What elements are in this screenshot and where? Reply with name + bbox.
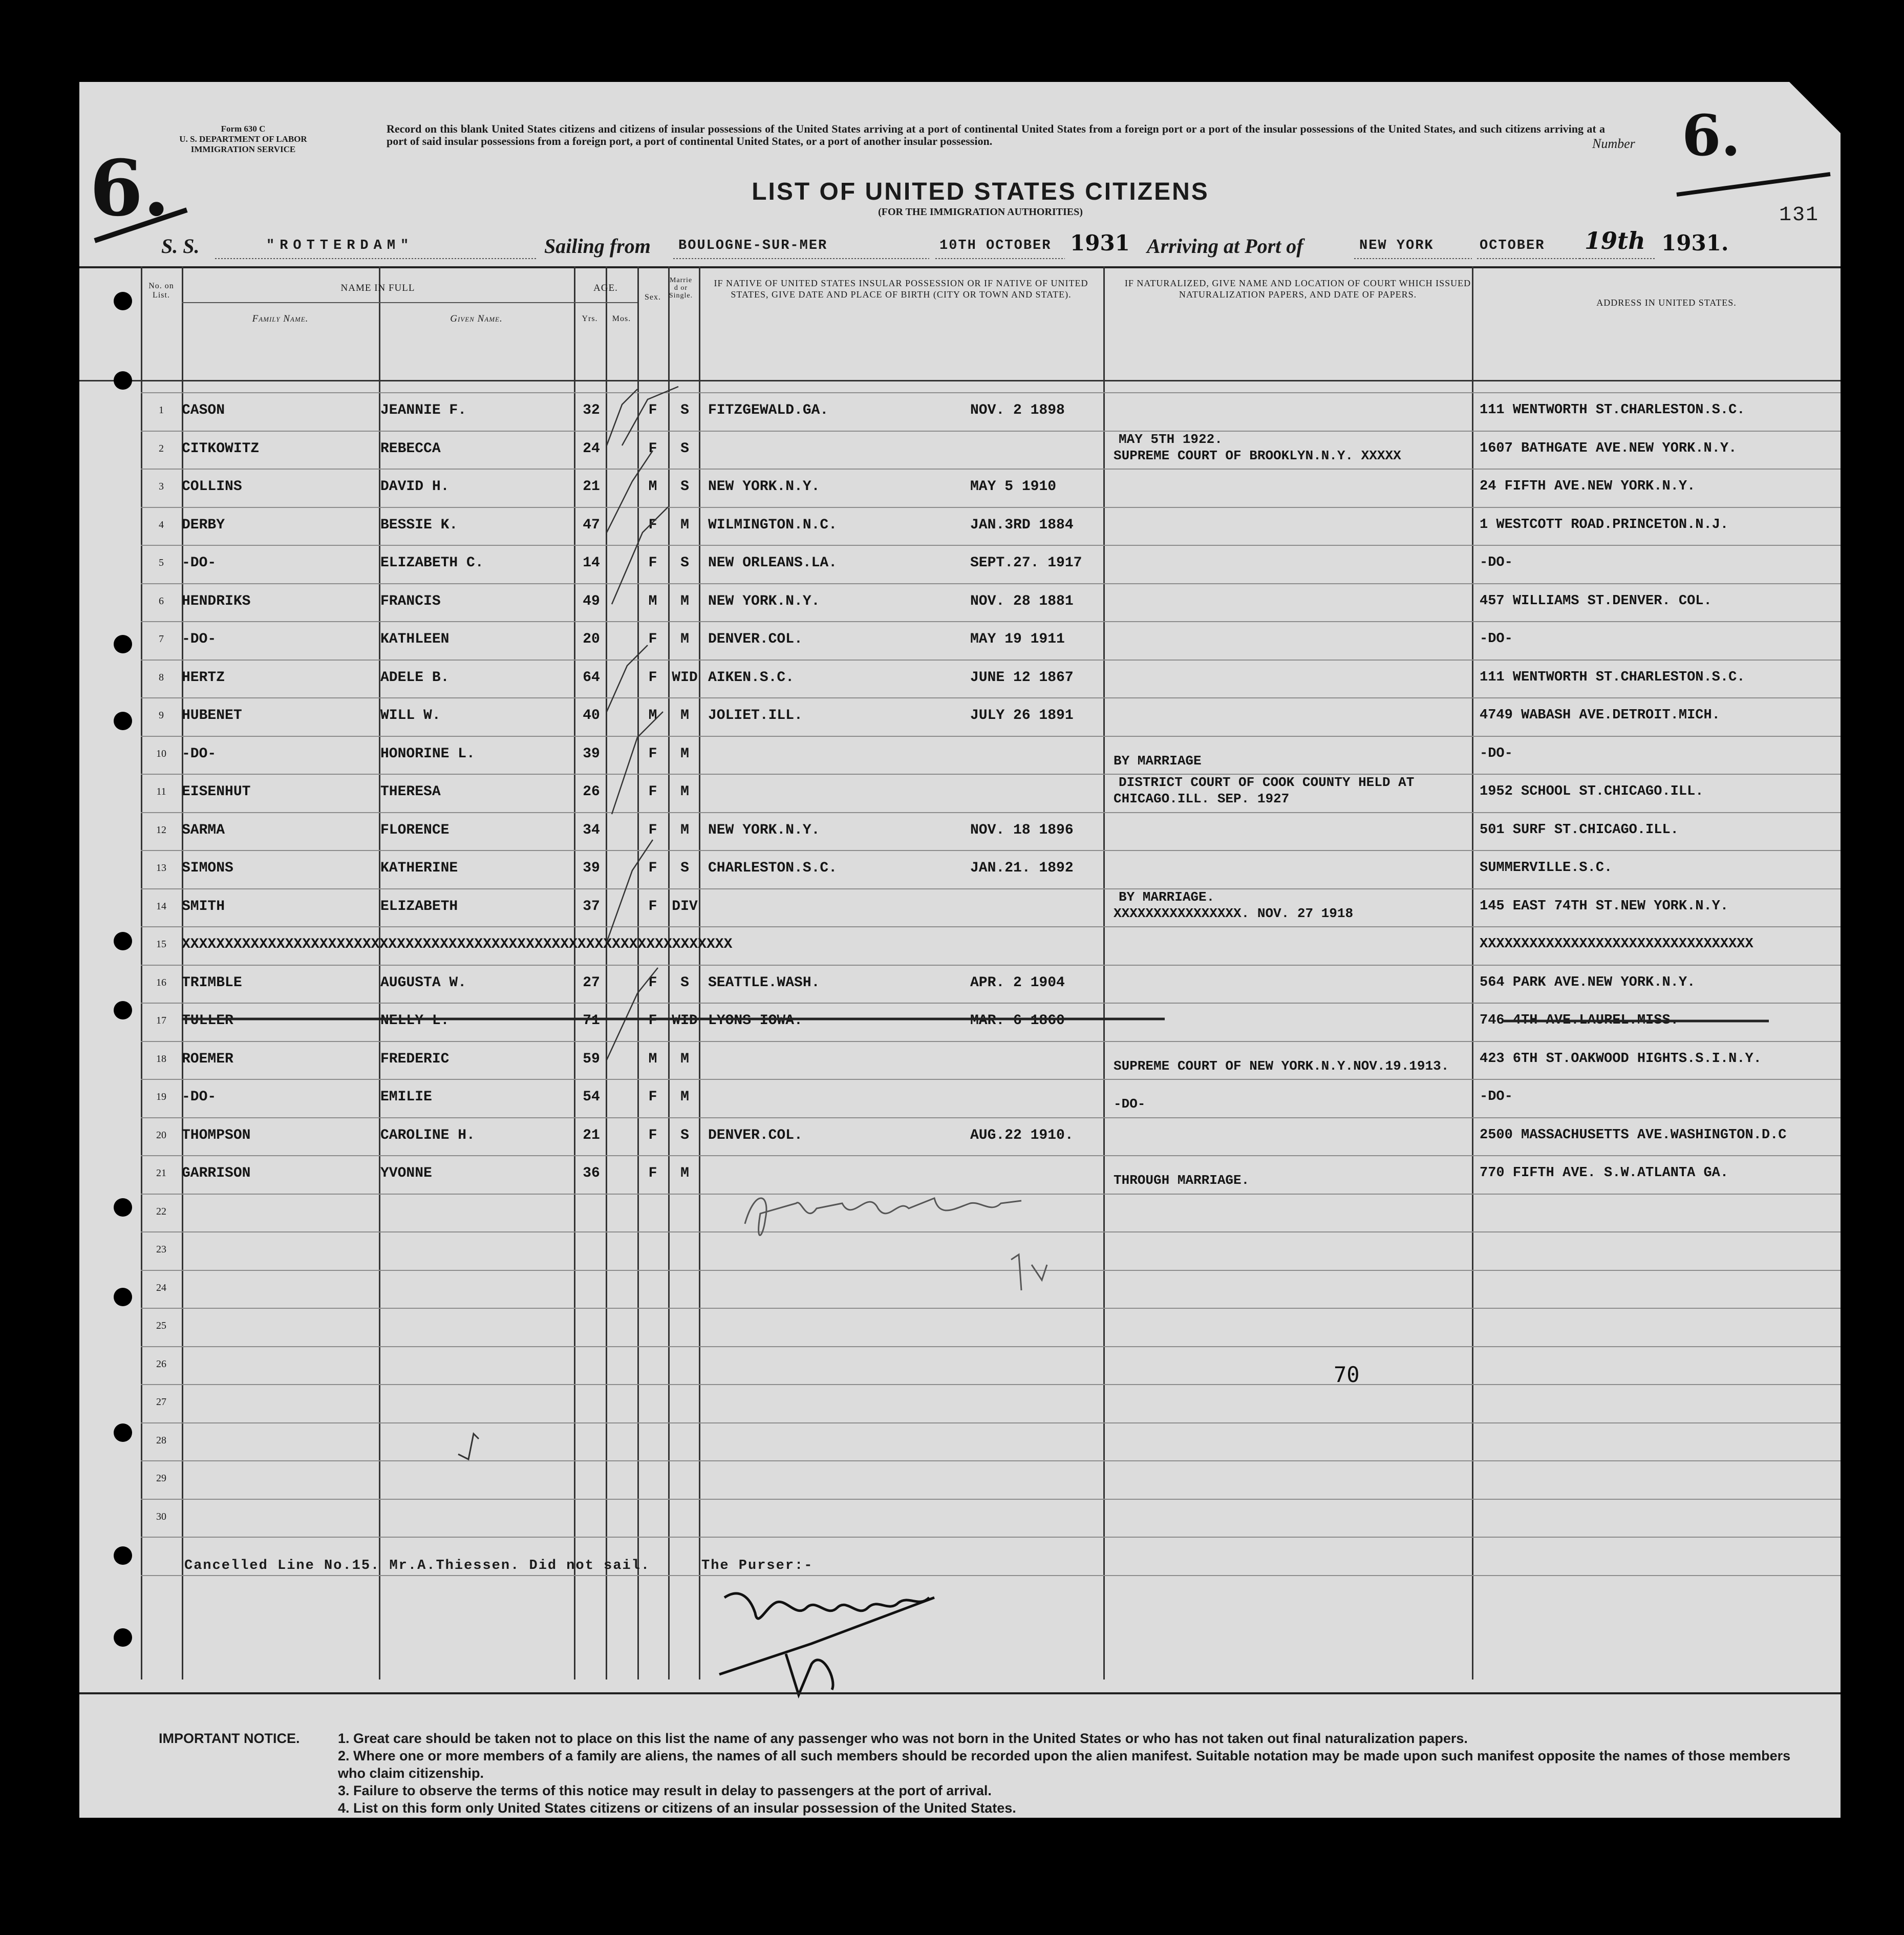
punch-hole <box>114 1546 132 1565</box>
row-number: 27 <box>156 1396 166 1408</box>
cell-place: DENVER.COL. <box>708 1127 803 1143</box>
cell-age: 20 <box>583 631 600 647</box>
cell-addr: 423 6TH ST.OAKWOOD HIGHTS.S.I.N.Y. <box>1480 1051 1762 1067</box>
cell-given: DAVID H. <box>380 479 450 495</box>
row-number: 6 <box>159 595 164 607</box>
cell-addr: 24 FIFTH AVE.NEW YORK.N.Y. <box>1480 479 1696 494</box>
page-title: LIST OF UNITED STATES CITIZENS <box>752 178 1209 205</box>
cell-family: -DO- <box>182 555 217 571</box>
cell-ms: S <box>680 1127 689 1143</box>
cell-addr: -DO- <box>1480 1089 1513 1104</box>
cell-nat2: -DO- <box>1114 1096 1146 1112</box>
cell-date: MAY 5 1910 <box>970 479 1057 495</box>
cell-given: KATHERINE <box>380 860 458 876</box>
punch-hole <box>114 371 132 390</box>
cell-age: 71 <box>583 1013 600 1029</box>
cell-ms: S <box>680 555 689 571</box>
cell-ms: M <box>680 593 689 609</box>
cell-given: REBECCA <box>380 440 441 457</box>
row-number: 16 <box>156 976 166 988</box>
cell-nat2: THROUGH MARRIAGE. <box>1114 1173 1250 1188</box>
punch-hole <box>114 1288 132 1306</box>
cell-family: SARMA <box>182 822 225 838</box>
header-family-name: Family Name. <box>252 313 309 324</box>
cell-age: 36 <box>583 1165 600 1181</box>
cell-family: CITKOWITZ <box>182 440 260 457</box>
cell-addr: 111 WENTWORTH ST.CHARLESTON.S.C. <box>1480 402 1745 418</box>
service-name: IMMIGRATION SERVICE <box>190 144 296 154</box>
cell-date: NOV. 2 1898 <box>970 402 1065 418</box>
cell-family: -DO- <box>182 746 217 762</box>
notice-item: 3. Failure to observe the terms of this notice may result in delay to passengers at the port of arrival. <box>338 1783 992 1798</box>
cell-age: 14 <box>583 555 600 571</box>
header-given-name: Given Name. <box>450 313 503 324</box>
cell-place: NEW ORLEANS.LA. <box>708 555 838 571</box>
cell-addr: 770 FIFTH AVE. S.W.ATLANTA GA. <box>1480 1165 1729 1181</box>
corner-list-number: 6. <box>90 143 170 233</box>
inspector-signature-mark <box>735 1178 1154 1342</box>
cell-addr: XXXXXXXXXXXXXXXXXXXXXXXXXXXXXXXXX <box>1480 937 1753 952</box>
row-number: 17 <box>156 1015 166 1026</box>
cell-age: 27 <box>583 974 600 991</box>
cell-ms: M <box>680 631 689 647</box>
cell-place: NEW YORK.N.Y. <box>708 479 820 495</box>
cell-given: ELIZABETH <box>380 898 458 915</box>
cell-date: AUG.22 1910. <box>970 1127 1074 1143</box>
header-married-single: Married or Single. <box>669 277 693 300</box>
cell-given: FLORENCE <box>380 822 450 838</box>
cell-addr: 746 4TH AVE.LAUREL.MISS. <box>1480 1013 1679 1028</box>
cell-sex: F <box>648 898 657 915</box>
notice-items <box>338 1730 1797 1817</box>
cell-sex: F <box>648 1127 657 1143</box>
cell-date: JAN.3RD 1884 <box>970 517 1074 533</box>
header-name-in-full: NAME IN FULL <box>340 283 415 293</box>
row-number: 25 <box>156 1320 166 1331</box>
cell-sex: F <box>648 517 657 533</box>
cell-sex: F <box>648 784 657 800</box>
header-birth: IF NATIVE OF UNITED STATES INSULAR POSSESSION OR IF NATIVE OF UNITED STATES, GIVE DATE AND PLACE OF BIRTH (CITY OR TOWN AND STATE). <box>714 278 1088 300</box>
sailing-port: BOULOGNE-SUR-MER <box>678 238 828 253</box>
cell-family: DERBY <box>182 517 225 533</box>
cell-family: CASON <box>182 402 225 418</box>
row-number: 2 <box>159 442 164 454</box>
cancellation-note: Cancelled Line No.15. Mr.A.Thiessen. Did not sail. <box>184 1558 651 1573</box>
cell-sex: M <box>648 479 657 495</box>
cell-addr: 1607 BATHGATE AVE.NEW YORK.N.Y. <box>1480 440 1737 456</box>
sailing-line-rules <box>79 82 1841 287</box>
cell-place: WILMINGTON.N.C. <box>708 517 838 533</box>
arrival-port: NEW YORK <box>1359 238 1434 253</box>
row-number: 11 <box>156 786 166 797</box>
cell-given: NELLY L. <box>380 1013 450 1029</box>
cell-given: THERESA <box>380 784 441 800</box>
purser-signature <box>709 1567 1067 1710</box>
cell-sex: F <box>648 669 657 686</box>
ss-label: S. S. <box>161 235 200 258</box>
cell-sex: F <box>648 1165 657 1181</box>
row-number: 30 <box>156 1511 166 1522</box>
row-number: 10 <box>156 748 166 759</box>
cell-place: AIKEN.S.C. <box>708 669 795 686</box>
corner-fold <box>1789 82 1841 133</box>
cell-ms: M <box>680 1089 689 1105</box>
cell-date: NOV. 28 1881 <box>970 593 1074 609</box>
cell-given: ADELE B. <box>380 669 450 686</box>
cell-age: 47 <box>583 517 600 533</box>
row-number: 29 <box>156 1473 166 1484</box>
row-number: 20 <box>156 1129 166 1141</box>
form-number: Form 630 C <box>221 124 266 134</box>
cell-family: -DO- <box>182 631 217 647</box>
cell-family: THOMPSON <box>182 1127 251 1143</box>
header-age: AGE. <box>593 283 618 293</box>
cell-family: TRIMBLE <box>182 974 242 991</box>
cell-nat2: SUPREME COURT OF NEW YORK.N.Y.NOV.19.1913. <box>1114 1058 1449 1074</box>
cell-age: 54 <box>583 1089 600 1105</box>
cell-addr: 1 WESTCOTT ROAD.PRINCETON.N.J. <box>1480 517 1729 533</box>
cell-age: 59 <box>583 1051 600 1067</box>
cell-date: SEPT.27. 1917 <box>970 555 1082 571</box>
ship-name: "ROTTERDAM" <box>266 238 414 253</box>
cell-addr: 145 EAST 74TH ST.NEW YORK.N.Y. <box>1480 898 1729 914</box>
row-number: 19 <box>156 1091 166 1102</box>
cell-sex: M <box>648 1051 657 1067</box>
cell-ms: M <box>680 708 689 724</box>
row-number: 7 <box>159 633 164 645</box>
cell-ms: S <box>680 440 689 457</box>
cell-addr: 111 WENTWORTH ST.CHARLESTON.S.C. <box>1480 669 1745 685</box>
row-number: 4 <box>159 519 164 530</box>
arrival-year: 1931. <box>1661 230 1729 256</box>
cell-sex: M <box>648 593 657 609</box>
row-number: 8 <box>159 671 164 683</box>
notice-lead: IMPORTANT NOTICE. <box>159 1731 300 1746</box>
punch-hole <box>114 1423 132 1442</box>
cell-family: HUBENET <box>182 708 242 724</box>
cell-place: FITZGEWALD.GA. <box>708 402 829 418</box>
cell-sex: F <box>648 860 657 876</box>
row-number: 21 <box>156 1167 166 1179</box>
cell-place: JOLIET.ILL. <box>708 708 803 724</box>
punch-hole <box>114 932 132 950</box>
cell-ms: M <box>680 822 689 838</box>
page-subtitle: (FOR THE IMMIGRATION AUTHORITIES) <box>878 206 1083 218</box>
cell-sex: F <box>648 555 657 571</box>
row-number: 23 <box>156 1244 166 1255</box>
cell-sex: F <box>648 822 657 838</box>
row-number: 18 <box>156 1053 166 1065</box>
cell-ms: M <box>680 517 689 533</box>
form-instructions: Record on this blank United States citizens and citizens of insular possessions of the United States arriving at a port of continental United States from a foreign port or a port of the insular possessions of the United States, and such citizens arriving at a port of said insular possessions from a foreign port, a port of continental United States, or a port of another insular possession. <box>387 122 1605 147</box>
row-number: 3 <box>159 481 164 492</box>
footer-rule <box>79 1692 1841 1694</box>
cell-age: 21 <box>583 1127 600 1143</box>
cell-date: JUNE 12 1867 <box>970 669 1074 686</box>
header-no: No. on List. <box>148 282 174 300</box>
row-number: 24 <box>156 1282 166 1293</box>
header-months: Mos. <box>612 314 631 323</box>
page-number: 131 <box>1779 204 1820 227</box>
cell-addr: 501 SURF ST.CHICAGO.ILL. <box>1480 822 1679 838</box>
punch-hole <box>114 1001 132 1019</box>
cell-nat1: MAY 5TH 1922. <box>1119 431 1223 447</box>
row-number: 26 <box>156 1358 166 1370</box>
cell-nat2: XXXXXXXXXXXXXXXX. NOV. 27 1918 <box>1114 905 1354 921</box>
cell-nat1: BY MARRIAGE. <box>1119 889 1215 905</box>
cell-sex: F <box>648 1013 657 1029</box>
cell-given: KATHLEEN <box>380 631 450 647</box>
cell-sex: F <box>648 440 657 457</box>
row-number: 1 <box>159 405 164 416</box>
cell-ms: S <box>680 402 689 418</box>
cell-place: DENVER.COL. <box>708 631 803 647</box>
cell-family: SMITH <box>182 898 225 915</box>
stray-tick-mark <box>448 1423 489 1470</box>
cell-place: NEW YORK.N.Y. <box>708 593 820 609</box>
punch-hole <box>114 635 132 653</box>
cell-sex: M <box>648 708 657 724</box>
row-number: 15 <box>156 939 166 950</box>
cell-family: HENDRIKS <box>182 593 251 609</box>
cell-addr: 4749 WABASH AVE.DETROIT.MICH. <box>1480 708 1720 723</box>
row-number: 5 <box>159 557 164 568</box>
cell-given: BESSIE K. <box>380 517 458 533</box>
cell-addr: 457 WILLIAMS ST.DENVER. COL. <box>1480 593 1712 609</box>
notice-item: 1. Great care should be taken not to place on this list the name of any passenger who was not born in the United States or who has not taken out final naturalization papers. <box>338 1731 1468 1746</box>
row-number: 9 <box>159 710 164 721</box>
cell-given: JEANNIE F. <box>380 402 467 418</box>
cell-sex: F <box>648 1089 657 1105</box>
cell-family: COLLINS <box>182 479 242 495</box>
cell-ms: M <box>680 1165 689 1181</box>
cell-date: MAY 19 1911 <box>970 631 1065 647</box>
manifest-sheet <box>79 82 1841 1818</box>
cell-ms: S <box>680 860 689 876</box>
cell-sex: F <box>648 402 657 418</box>
cell-date: JAN.21. 1892 <box>970 860 1074 876</box>
cell-given: FRANCIS <box>380 593 441 609</box>
notice-item: 4. List on this form only United States citizens or citizens of an insular possession of the United States. <box>338 1800 1016 1816</box>
cell-given: EMILIE <box>380 1089 432 1105</box>
cell-ms: M <box>680 746 689 762</box>
row-number: 12 <box>156 824 166 836</box>
punch-hole <box>114 1198 132 1217</box>
cell-family: -DO- <box>182 1089 217 1105</box>
header-address: ADDRESS IN UNITED STATES. <box>1596 297 1737 308</box>
row-number: 22 <box>156 1205 166 1217</box>
stray-mark: 70 <box>1334 1362 1360 1387</box>
cell-nat2: BY MARRIAGE <box>1114 753 1202 769</box>
number-label: Number <box>1592 136 1635 151</box>
cell-addr: 2500 MASSACHUSETTS AVE.WASHINGTON.D.C <box>1480 1127 1787 1143</box>
cell-date: NOV. 18 1896 <box>970 822 1074 838</box>
cell-given: ELIZABETH C. <box>380 555 484 571</box>
cell-age: 39 <box>583 860 600 876</box>
cell-given: WILL W. <box>380 708 441 724</box>
row-number: 14 <box>156 900 166 912</box>
cell-family: XXXXXXXXXXXXXXXXXXXXXXXXXXXXXXXXXXXXXXXXXXXXXXXXXXXXXXXXXXXXXXXX <box>182 937 733 952</box>
cell-age: 39 <box>583 746 600 762</box>
cell-nat1: DISTRICT COURT OF COOK COUNTY HELD AT <box>1119 775 1415 790</box>
cell-given: FREDERIC <box>380 1051 450 1067</box>
cell-ms: DIV <box>672 898 698 915</box>
cell-given: CAROLINE H. <box>380 1127 475 1143</box>
cell-age: 26 <box>583 784 600 800</box>
cell-age: 24 <box>583 440 600 457</box>
cell-addr: SUMMERVILLE.S.C. <box>1480 860 1613 876</box>
cell-given: YVONNE <box>380 1165 432 1181</box>
cell-ms: WID <box>672 669 698 686</box>
cell-place: CHARLESTON.S.C. <box>708 860 838 876</box>
cell-family: SIMONS <box>182 860 233 876</box>
sailing-from-label: Sailing from <box>544 235 651 258</box>
cell-age: 21 <box>583 479 600 495</box>
cell-place: NEW YORK.N.Y. <box>708 822 820 838</box>
cell-addr: -DO- <box>1480 746 1513 761</box>
cell-date: MAR. 6 1860 <box>970 1013 1065 1029</box>
cancelled-row-strike <box>79 266 1841 1679</box>
cell-sex: F <box>648 746 657 762</box>
cell-age: 64 <box>583 669 600 686</box>
header-sex: Sex. <box>645 293 661 302</box>
notice-item: 2. Where one or more members of a family are aliens, the names of all such members should be recorded upon the alien manifest. Suitable notation may be made upon such manifest opposite the names of those members who claim citizenship. <box>338 1748 1791 1781</box>
cell-place: SEATTLE.WASH. <box>708 974 820 991</box>
cell-addr: -DO- <box>1480 631 1513 647</box>
cell-given: AUGUSTA W. <box>380 974 467 991</box>
cell-addr: 1952 SCHOOL ST.CHICAGO.ILL. <box>1480 784 1704 799</box>
cell-nat2: CHICAGO.ILL. SEP. 1927 <box>1114 791 1290 806</box>
arriving-label: Arriving at Port of <box>1147 235 1303 258</box>
cell-age: 34 <box>583 822 600 838</box>
header-naturalized: IF NATURALIZED, GIVE NAME AND LOCATION OF COURT WHICH ISSUED NATURALIZATION PAPERS, AND DATE OF PAPERS. <box>1124 278 1471 300</box>
cell-ms: M <box>680 784 689 800</box>
cell-addr: 564 PARK AVE.NEW YORK.N.Y. <box>1480 974 1696 990</box>
cell-ms: M <box>680 1051 689 1067</box>
cell-age: 49 <box>583 593 600 609</box>
cell-ms: S <box>680 479 689 495</box>
cell-family: EISENHUT <box>182 784 251 800</box>
row-number: 28 <box>156 1434 166 1446</box>
punch-hole <box>114 712 132 730</box>
cell-family: ROEMER <box>182 1051 233 1067</box>
cell-family: TULLER <box>182 1013 233 1029</box>
department-name: U. S. DEPARTMENT OF LABOR <box>179 134 307 144</box>
cell-given: HONORINE L. <box>380 746 475 762</box>
cell-age: 40 <box>583 708 600 724</box>
arrival-month: OCTOBER <box>1480 238 1545 253</box>
cell-sex: F <box>648 631 657 647</box>
list-number-handwritten: 6. <box>1682 102 1741 168</box>
cell-nat2: SUPREME COURT OF BROOKLYN.N.Y. XXXXX <box>1114 448 1401 463</box>
cell-ms: S <box>680 974 689 991</box>
cell-ms: WID <box>672 1013 698 1029</box>
purser-label: The Purser:- <box>701 1558 814 1573</box>
cell-family: GARRISON <box>182 1165 251 1181</box>
sailing-year: 1931 <box>1070 230 1130 256</box>
cell-place: LYONS IOWA. <box>708 1013 803 1029</box>
cell-family: HERTZ <box>182 669 225 686</box>
cell-age: 37 <box>583 898 600 915</box>
cell-date: APR. 2 1904 <box>970 974 1065 991</box>
cell-addr: -DO- <box>1480 555 1513 570</box>
sailing-date: 10TH OCTOBER <box>939 238 1052 253</box>
cell-age: 32 <box>583 402 600 418</box>
header-years: Yrs. <box>582 314 598 323</box>
punch-hole <box>114 1628 132 1647</box>
cell-date: JULY 26 1891 <box>970 708 1074 724</box>
cell-sex: F <box>648 974 657 991</box>
row-number: 13 <box>156 862 166 874</box>
punch-hole <box>114 292 132 310</box>
arrival-day: 19th <box>1585 227 1645 254</box>
passenger-table <box>79 266 1841 1679</box>
